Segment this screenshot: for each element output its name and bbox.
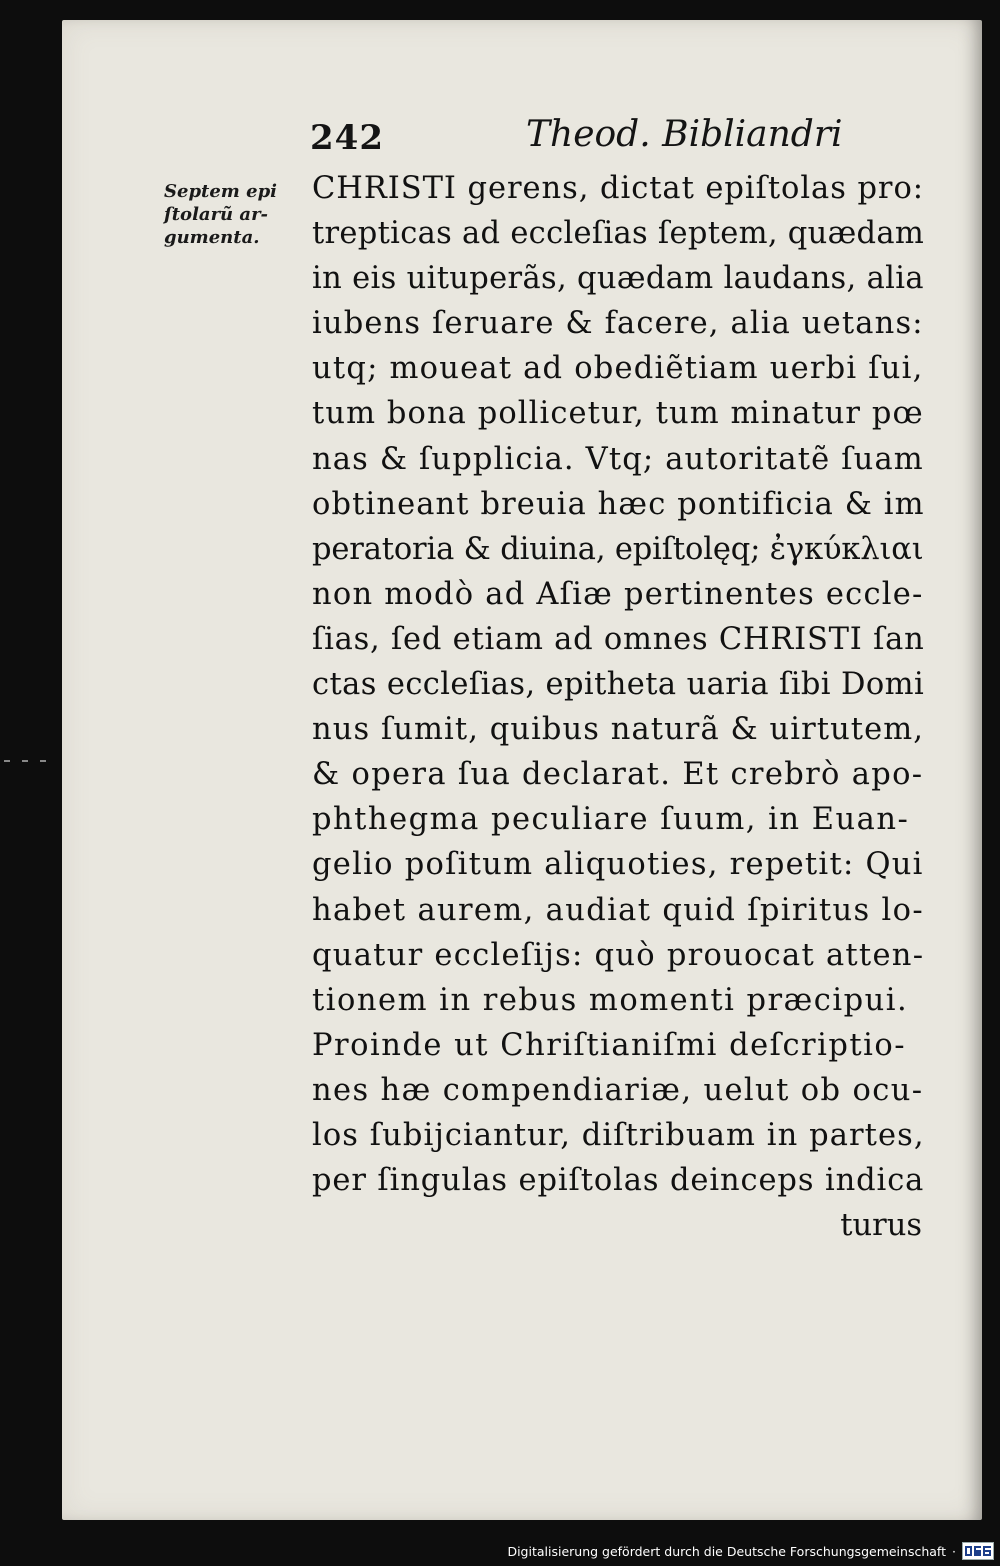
text-line: in eis uituperãs, quædam laudans, alia bbox=[312, 261, 924, 297]
catchword: turus bbox=[840, 1208, 922, 1244]
text-line: nus ſumit, quibus naturã & uirtutem, bbox=[312, 712, 925, 748]
marginal-note-line: ſtolarũ ar- bbox=[164, 204, 269, 225]
text-line: peratoria & diuina, epiſtolęq; ἐγκύκλιαι bbox=[312, 531, 924, 567]
text-line: Proinde ut Chriſtianiſmi deſcriptio- bbox=[312, 1027, 907, 1063]
text-line: phthegma peculiare ſuum, in Euan- bbox=[312, 802, 910, 838]
text-line: trepticas ad eccleſias ſeptem, quædam bbox=[312, 216, 925, 252]
text-line: ſias, ſed etiam ad omnes CHRISTI ſan bbox=[312, 621, 925, 657]
text-line: gelio poſitum aliquoties, repetit: Qui bbox=[312, 847, 924, 883]
text-line: tionem in rebus momenti præcipui. bbox=[312, 982, 909, 1018]
text-line: utq; moueat ad obediẽtiam uerbi ſui, bbox=[312, 351, 924, 387]
text-line: los ſubijciantur, diſtribuam in partes, bbox=[312, 1117, 925, 1153]
scan-edge-mark bbox=[4, 760, 10, 762]
page-header bbox=[300, 108, 843, 158]
text-line: obtineant breuia hæc pontificia & im bbox=[312, 486, 925, 522]
body-text bbox=[312, 166, 932, 1248]
text-line: per ſingulas epiſtolas deinceps indica bbox=[312, 1163, 925, 1199]
marginal-note bbox=[164, 180, 304, 249]
footer-separator: · bbox=[952, 1543, 956, 1559]
marginal-note-line: Septem epi bbox=[164, 181, 277, 202]
dfg-logo-icon bbox=[962, 1542, 994, 1560]
text-line: habet aurem, audiat quid ſpiritus lo- bbox=[312, 892, 925, 928]
scan-edge-mark bbox=[40, 760, 46, 762]
digitization-footer bbox=[507, 1540, 994, 1562]
text-line: iubens ſeruare & facere, alia uetans: bbox=[312, 306, 924, 342]
text-line: nas & ſupplicia. Vtq; autoritatẽ ſuam bbox=[312, 441, 924, 477]
page-number: 242 bbox=[310, 118, 384, 158]
text-line: ctas eccleſias, epitheta uaria ſibi Domi bbox=[312, 667, 925, 703]
text-line: tum bona pollicetur, tum minatur pœ bbox=[312, 396, 924, 432]
marginal-note-line: gumenta. bbox=[164, 227, 260, 248]
running-head: Theod. Bibliandri bbox=[526, 114, 843, 155]
digitization-credit: Digitalisierung gefördert durch die Deutsche Forschungsgemeinschaft bbox=[507, 1543, 947, 1559]
scan-edge-mark bbox=[22, 760, 28, 762]
text-line: CHRISTI gerens, dictat epiſtolas pro: bbox=[312, 171, 924, 206]
text-line: quatur eccleſijs: quò prouocat atten- bbox=[312, 937, 925, 973]
text-line: non modò ad Aſiæ pertinentes eccle- bbox=[312, 576, 924, 612]
text-line: & opera ſua declarat. Et crebrò apo- bbox=[312, 757, 924, 793]
text-line: nes hæ compendiariæ, uelut ob ocu- bbox=[312, 1072, 924, 1108]
